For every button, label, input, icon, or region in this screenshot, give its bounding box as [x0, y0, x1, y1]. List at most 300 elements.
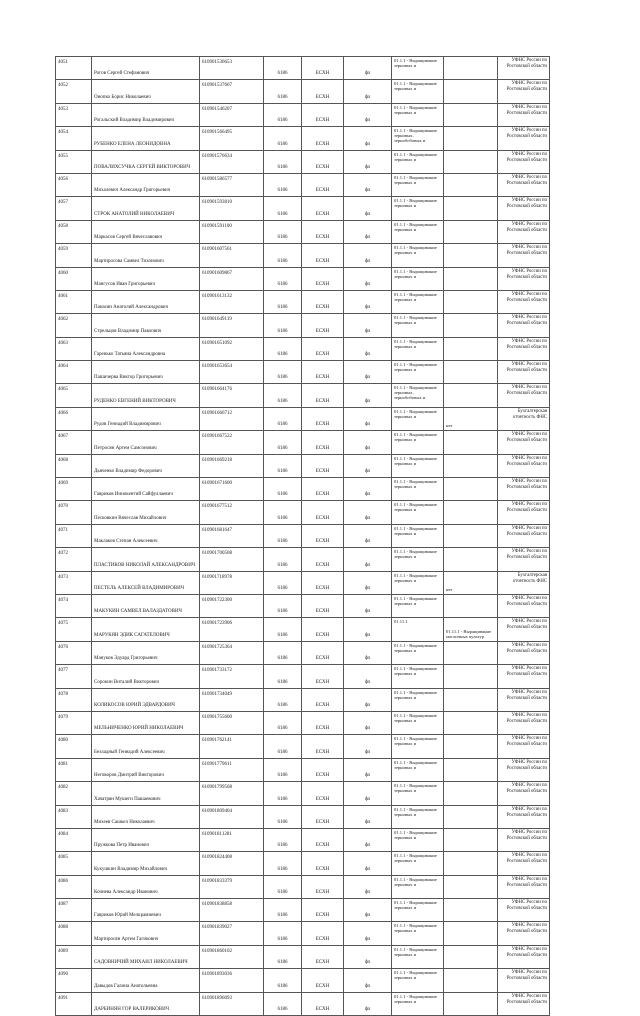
activity-cell: 01.1.1 - Выращивание зерновых и — [392, 828, 444, 851]
entity-type-cell: фл — [344, 758, 392, 781]
authority-cell: УФНС России по Ростовской области — [498, 758, 550, 781]
person-name-cell: СТРОК АНАТОЛИЙ НИКОЛАЕВИЧ — [92, 197, 200, 220]
tax-regime-cell: ЕСХН — [302, 922, 344, 945]
authority-code-cell: 6186 — [264, 922, 302, 945]
activity-cell: 01.1.1 - Выращивание зерновых, зернобобовых и — [392, 384, 444, 407]
tax-id-cell: 610901536653 — [200, 57, 264, 80]
person-name-cell: ПОВАЛИХСУЧКА СЕРГЕЙ ВИКТОРОВИЧ — [92, 150, 200, 173]
activity-cell: 01.1.1 - Выращивание зерновых и — [392, 805, 444, 828]
authority-code-cell: 6186 — [264, 127, 302, 150]
table-row — [56, 173, 550, 196]
extra-note-cell — [444, 431, 498, 454]
authority-cell: УФНС России по Ростовской области — [498, 945, 550, 968]
entity-type-cell: фл — [344, 454, 392, 477]
tax-regime-cell: ЕСХН — [302, 407, 344, 430]
row-number-cell: 4091 — [56, 992, 92, 1015]
entity-type-cell: фл — [344, 384, 392, 407]
person-name-cell: Мангусов Иван Григорьевич — [92, 267, 200, 290]
authority-code-cell: 6186 — [264, 267, 302, 290]
activity-cell: 01.1.1 - Выращивание зерновых и — [392, 548, 444, 571]
person-name-cell: Мануков Эдуард Григорьевич — [92, 641, 200, 664]
person-name-cell: Онопко Борис Николаевич — [92, 80, 200, 103]
activity-cell: 01.1.1 - Выращивание зерновых и — [392, 758, 444, 781]
extra-note-cell: 01.11.1 - Выращивание масличных культур — [444, 618, 498, 641]
row-number-cell: 4053 — [56, 103, 92, 126]
activity-cell: 01.1.1 - Выращивание зерновых и — [392, 665, 444, 688]
extra-note-cell — [444, 361, 498, 384]
authority-cell: УФНС России по Ростовской области — [498, 384, 550, 407]
activity-cell: 01.1.1 - Выращивание зерновых, зернобобовых и — [392, 127, 444, 150]
authority-code-cell: 6186 — [264, 384, 302, 407]
authority-code-cell: 6186 — [264, 758, 302, 781]
row-number-cell: 4064 — [56, 361, 92, 384]
row-number-cell: 4068 — [56, 454, 92, 477]
row-number-cell: 4085 — [56, 852, 92, 875]
authority-code-cell: 6186 — [264, 150, 302, 173]
tax-id-cell: 610901669218 — [200, 454, 264, 477]
entity-type-cell: фл — [344, 478, 392, 501]
extra-note-cell — [444, 478, 498, 501]
extra-note-cell — [444, 688, 498, 711]
extra-note-cell — [444, 899, 498, 922]
extra-note-cell — [444, 80, 498, 103]
tax-id-cell: 610901762141 — [200, 735, 264, 758]
table-row — [56, 571, 550, 594]
activity-cell: 01.1.1 - Выращивание зерновых и — [392, 220, 444, 243]
authority-code-cell: 6186 — [264, 945, 302, 968]
person-name-cell: Мартиросова Самвел Тихонович — [92, 244, 200, 267]
person-name-cell: Гавриков Иннокентий Сайфуллаевич — [92, 478, 200, 501]
activity-cell: 01.1.1 - Выращивание зерновых и — [392, 314, 444, 337]
tax-regime-cell: ЕСХН — [302, 127, 344, 150]
table-row — [56, 852, 550, 875]
person-name-cell: Рогальский Владимир Владимирович — [92, 103, 200, 126]
table-row — [56, 197, 550, 220]
activity-cell: 01.1.1 - Выращивание зерновых и — [392, 524, 444, 547]
entity-type-cell: фл — [344, 197, 392, 220]
person-name-cell: РУБЕНКО ЕЛЕНА ЛЕОНИДОВНА — [92, 127, 200, 150]
entity-type-cell: фл — [344, 945, 392, 968]
authority-cell: УФНС России по Ростовской области — [498, 852, 550, 875]
row-number-cell: 4073 — [56, 571, 92, 594]
extra-note-cell — [444, 173, 498, 196]
table-row — [56, 314, 550, 337]
authority-code-cell: 6186 — [264, 361, 302, 384]
entity-type-cell: фл — [344, 594, 392, 617]
table-row — [56, 244, 550, 267]
tax-id-cell: 610901681647 — [200, 524, 264, 547]
tax-id-cell: 610901593810 — [200, 197, 264, 220]
extra-note-cell — [444, 711, 498, 734]
extra-note-cell — [444, 220, 498, 243]
entity-type-cell: фл — [344, 571, 392, 594]
entity-type-cell: фл — [344, 127, 392, 150]
person-name-cell: САДОВНИЧИЙ МИХАИЛ НИКОЛАЕВИЧ — [92, 945, 200, 968]
row-number-cell: 4077 — [56, 665, 92, 688]
table-body — [56, 57, 550, 1016]
person-name-cell: Рудов Геннадий Владимирович — [92, 407, 200, 430]
activity-cell: 01.1.1 - Выращивание зерновых и — [392, 945, 444, 968]
row-number-cell: 4081 — [56, 758, 92, 781]
tax-regime-cell: ЕСХН — [302, 875, 344, 898]
row-number-cell: 4055 — [56, 150, 92, 173]
tax-regime-cell: ЕСХН — [302, 594, 344, 617]
tax-regime-cell: ЕСХН — [302, 384, 344, 407]
extra-note-cell — [444, 150, 498, 173]
table-row — [56, 290, 550, 313]
row-number-cell: 4067 — [56, 431, 92, 454]
row-number-cell: 4066 — [56, 407, 92, 430]
row-number-cell: 4087 — [56, 899, 92, 922]
authority-cell: УФНС России по Ростовской области — [498, 618, 550, 641]
extra-note-cell — [444, 992, 498, 1015]
tax-id-cell: 610901733172 — [200, 665, 264, 688]
activity-cell: 01.1.1 - Выращивание зерновых и — [392, 922, 444, 945]
tax-regime-cell: ЕСХН — [302, 173, 344, 196]
authority-cell: УФНС России по Ростовской области — [498, 127, 550, 150]
authority-code-cell: 6186 — [264, 782, 302, 805]
entity-type-cell: фл — [344, 361, 392, 384]
entity-type-cell: фл — [344, 688, 392, 711]
person-name-cell: Пашичерва Виктор Григорьевич — [92, 361, 200, 384]
authority-code-cell: 6186 — [264, 337, 302, 360]
extra-note-cell — [444, 197, 498, 220]
tax-regime-cell: ЕСХН — [302, 711, 344, 734]
authority-code-cell: 6186 — [264, 454, 302, 477]
authority-cell: УФНС России по Ростовской области — [498, 641, 550, 664]
row-number-cell: 4086 — [56, 875, 92, 898]
table-row — [56, 127, 550, 150]
entity-type-cell: фл — [344, 735, 392, 758]
authority-code-cell: 6186 — [264, 548, 302, 571]
tax-regime-cell: ЕСХН — [302, 641, 344, 664]
tax-regime-cell: ЕСХН — [302, 852, 344, 875]
tax-regime-cell: ЕСХН — [302, 571, 344, 594]
extra-note-cell: нет — [444, 407, 498, 430]
row-number-cell: 4084 — [56, 828, 92, 851]
table-row — [56, 361, 550, 384]
tax-regime-cell: ЕСХН — [302, 992, 344, 1015]
entity-type-cell: фл — [344, 173, 392, 196]
table-row — [56, 524, 550, 547]
authority-cell: УФНС России по Ростовской области — [498, 501, 550, 524]
row-number-cell: 4089 — [56, 945, 92, 968]
activity-cell: 01.1.1 - Выращивание зерновых и — [392, 173, 444, 196]
activity-cell: 01.1.1 - Выращивание зерновых и — [392, 735, 444, 758]
authority-code-cell: 6186 — [264, 735, 302, 758]
activity-cell: 01.1.1 - Выращивание зерновых и — [392, 197, 444, 220]
person-name-cell: Михеев Сашкел Николаевич — [92, 805, 200, 828]
row-number-cell: 4076 — [56, 641, 92, 664]
tax-id-cell: 610901839027 — [200, 922, 264, 945]
extra-note-cell — [444, 384, 498, 407]
extra-note-cell — [444, 782, 498, 805]
tax-id-cell: 610901896093 — [200, 992, 264, 1015]
extra-note-cell — [444, 875, 498, 898]
authority-cell: УФНС России по Ростовской области — [498, 969, 550, 992]
activity-cell: 01.1.1 - Выращивание зерновых и — [392, 244, 444, 267]
tax-regime-cell: ЕСХН — [302, 290, 344, 313]
authority-cell: УФНС России по Ростовской области — [498, 197, 550, 220]
person-name-cell: Маркасов Сергей Вячеславович — [92, 220, 200, 243]
tax-id-cell: 610901607561 — [200, 244, 264, 267]
tax-regime-cell: ЕСХН — [302, 688, 344, 711]
tax-regime-cell: ЕСХН — [302, 782, 344, 805]
table-row — [56, 594, 550, 617]
authority-cell: УФНС России по Ростовской области — [498, 875, 550, 898]
row-number-cell: 4069 — [56, 478, 92, 501]
entity-type-cell: фл — [344, 337, 392, 360]
tax-regime-cell: ЕСХН — [302, 244, 344, 267]
entity-type-cell: фл — [344, 899, 392, 922]
tax-id-cell: 610901723906 — [200, 618, 264, 641]
row-number-cell: 4058 — [56, 220, 92, 243]
authority-cell: УФНС России по Ростовской области — [498, 80, 550, 103]
person-name-cell: Михалевич Александр Григорьевич — [92, 173, 200, 196]
tax-id-cell: 610901860102 — [200, 945, 264, 968]
authority-code-cell: 6186 — [264, 618, 302, 641]
person-name-cell: КОЛИКОСОВ ЮРИЙ ЭДВАРДОВИЧ — [92, 688, 200, 711]
tax-regime-cell: ЕСХН — [302, 945, 344, 968]
tax-regime-cell: ЕСХН — [302, 969, 344, 992]
entity-type-cell: фл — [344, 407, 392, 430]
table-row — [56, 688, 550, 711]
authority-cell: УФНС России по Ростовской области — [498, 244, 550, 267]
activity-cell: 01.1.1 - Выращивание зерновых и — [392, 454, 444, 477]
tax-id-cell: 610901546207 — [200, 103, 264, 126]
authority-cell: УФНС России по Ростовской области — [498, 361, 550, 384]
person-name-cell: Песковкин Вячеслав Михайлович — [92, 501, 200, 524]
extra-note-cell — [444, 524, 498, 547]
activity-cell: 01.1.1 - Выращивание зерновых и — [392, 711, 444, 734]
extra-note-cell — [444, 852, 498, 875]
tax-regime-cell: ЕСХН — [302, 524, 344, 547]
authority-code-cell: 6186 — [264, 828, 302, 851]
tax-regime-cell: ЕСХН — [302, 899, 344, 922]
authority-cell: УФНС России по Ростовской области — [498, 922, 550, 945]
tax-id-cell: 610901653654 — [200, 361, 264, 384]
authority-code-cell: 6186 — [264, 688, 302, 711]
activity-cell: 01.1.1 - Выращивание зерновых и — [392, 337, 444, 360]
table-row — [56, 805, 550, 828]
tax-regime-cell: ЕСХН — [302, 501, 344, 524]
extra-note-cell — [444, 127, 498, 150]
person-name-cell: Мартиросян Артем Гагикович — [92, 922, 200, 945]
person-name-cell: Панасян Анатолий Александрович — [92, 290, 200, 313]
row-number-cell: 4070 — [56, 501, 92, 524]
entity-type-cell: фл — [344, 665, 392, 688]
tax-id-cell: 610901537667 — [200, 80, 264, 103]
extra-note-cell — [444, 758, 498, 781]
authority-cell: УФНС России по Ростовской области — [498, 103, 550, 126]
authority-code-cell: 6186 — [264, 969, 302, 992]
person-name-cell: МАКУКИН САМВЕЛ ВАЛАЗДАТОВИЧ — [92, 594, 200, 617]
tax-regime-cell: ЕСХН — [302, 548, 344, 571]
table-row — [56, 641, 550, 664]
row-number-cell: 4079 — [56, 711, 92, 734]
row-number-cell: 4054 — [56, 127, 92, 150]
authority-cell: УФНС России по Ростовской области — [498, 290, 550, 313]
entity-type-cell: фл — [344, 969, 392, 992]
table-row — [56, 407, 550, 430]
extra-note-cell — [444, 337, 498, 360]
tax-regime-cell: ЕСХН — [302, 618, 344, 641]
authority-cell: УФНС России по Ростовской области — [498, 57, 550, 80]
row-number-cell: 4072 — [56, 548, 92, 571]
tax-regime-cell: ЕСХН — [302, 431, 344, 454]
row-number-cell: 4061 — [56, 290, 92, 313]
tax-id-cell: 610901722300 — [200, 594, 264, 617]
activity-cell: 01.11.1 — [392, 618, 444, 641]
authority-code-cell: 6186 — [264, 431, 302, 454]
person-name-cell: Петросян Артем Самсонович — [92, 431, 200, 454]
person-name-cell: Сорокин Виталий Викторович — [92, 665, 200, 688]
authority-cell: УФНС России по Ростовской области — [498, 992, 550, 1015]
tax-id-cell: 610901809404 — [200, 805, 264, 828]
authority-code-cell: 6186 — [264, 899, 302, 922]
tax-id-cell: 610901651092 — [200, 337, 264, 360]
authority-cell: УФНС России по Ростовской области — [498, 828, 550, 851]
table-row — [56, 922, 550, 945]
entity-type-cell: фл — [344, 267, 392, 290]
row-number-cell: 4052 — [56, 80, 92, 103]
tax-regime-cell: ЕСХН — [302, 665, 344, 688]
authority-code-cell: 6186 — [264, 244, 302, 267]
extra-note-cell — [444, 103, 498, 126]
activity-cell: 01.1.1 - Выращивание зерновых и — [392, 571, 444, 594]
table-row — [56, 454, 550, 477]
activity-cell: 01.1.1 - Выращивание зерновых и — [392, 290, 444, 313]
person-name-cell: МЕЛЬНИЧЕНКО ЮРИЙ НИКОЛАЕВИЧ — [92, 711, 200, 734]
authority-code-cell: 6186 — [264, 407, 302, 430]
table-row — [56, 665, 550, 688]
authority-code-cell: 6186 — [264, 220, 302, 243]
table-row — [56, 57, 550, 80]
activity-cell: 01.1.1 - Выращивание зерновых и — [392, 103, 444, 126]
activity-cell: 01.1.1 - Выращивание зерновых и — [392, 641, 444, 664]
extra-note-cell — [444, 501, 498, 524]
table-row — [56, 711, 550, 734]
tax-regime-cell: ЕСХН — [302, 337, 344, 360]
tax-id-cell: 610901671600 — [200, 478, 264, 501]
table-row — [56, 969, 550, 992]
person-name-cell: Маклаков Степан Алексеевич — [92, 524, 200, 547]
authority-cell: УФНС России по Ростовской области — [498, 782, 550, 805]
activity-cell: 01.1.1 - Выращивание зерновых и — [392, 407, 444, 430]
entity-type-cell: фл — [344, 805, 392, 828]
row-number-cell: 4090 — [56, 969, 92, 992]
authority-cell: УФНС России по Ростовской области — [498, 314, 550, 337]
row-number-cell: 4074 — [56, 594, 92, 617]
table-row — [56, 735, 550, 758]
extra-note-cell — [444, 290, 498, 313]
tax-regime-cell: ЕСХН — [302, 314, 344, 337]
person-name-cell: Безладный Геннадий Алексеевич — [92, 735, 200, 758]
activity-cell: 01.1.1 - Выращивание зерновых и — [392, 852, 444, 875]
row-number-cell: 4057 — [56, 197, 92, 220]
row-number-cell: 4078 — [56, 688, 92, 711]
person-name-cell: Давыдов Галина Анатольевна — [92, 969, 200, 992]
tax-id-cell: 610901833379 — [200, 875, 264, 898]
table-row — [56, 758, 550, 781]
authority-cell: УФНС России по Ростовской области — [498, 150, 550, 173]
table-row — [56, 103, 550, 126]
row-number-cell: 4075 — [56, 618, 92, 641]
tax-id-cell: 610901718978 — [200, 571, 264, 594]
table-row — [56, 220, 550, 243]
row-number-cell: 4065 — [56, 384, 92, 407]
tax-id-cell: 610901576634 — [200, 150, 264, 173]
entity-type-cell: фл — [344, 244, 392, 267]
activity-cell: 01.1.1 - Выращивание зерновых и — [392, 875, 444, 898]
tax-id-cell: 610901700508 — [200, 548, 264, 571]
table-row — [56, 384, 550, 407]
tax-id-cell: 610901779611 — [200, 758, 264, 781]
entity-type-cell: фл — [344, 103, 392, 126]
entity-type-cell: фл — [344, 524, 392, 547]
entity-type-cell: фл — [344, 150, 392, 173]
activity-cell: 01.1.1 - Выращивание зерновых и — [392, 150, 444, 173]
entity-type-cell: фл — [344, 922, 392, 945]
tax-regime-cell: ЕСХН — [302, 220, 344, 243]
authority-code-cell: 6186 — [264, 665, 302, 688]
tax-id-cell: 610901838858 — [200, 899, 264, 922]
tax-regime-cell: ЕСХН — [302, 150, 344, 173]
table-row — [56, 828, 550, 851]
extra-note-cell — [444, 548, 498, 571]
activity-cell: 01.1.1 - Выращивание зерновых и — [392, 688, 444, 711]
entity-type-cell: фл — [344, 431, 392, 454]
person-name-cell: МАРУКЯН ЭДИК САГАТЕЛОВИЧ — [92, 618, 200, 641]
table-row — [56, 267, 550, 290]
person-name-cell: Хачатрян Мушеги Пашаевович — [92, 782, 200, 805]
entity-type-cell: фл — [344, 711, 392, 734]
extra-note-cell — [444, 244, 498, 267]
table-row — [56, 431, 550, 454]
tax-id-cell: 610901725364 — [200, 641, 264, 664]
authority-code-cell: 6186 — [264, 478, 302, 501]
authority-code-cell: 6186 — [264, 103, 302, 126]
table-row — [56, 899, 550, 922]
authority-cell: УФНС России по Ростовской области — [498, 594, 550, 617]
tax-regime-cell: ЕСХН — [302, 758, 344, 781]
authority-cell: УФНС России по Ростовской области — [498, 805, 550, 828]
table-row — [56, 150, 550, 173]
row-number-cell: 4071 — [56, 524, 92, 547]
activity-cell: 01.1.1 - Выращивание зерновых и — [392, 969, 444, 992]
authority-cell: УФНС России по Ростовской области — [498, 688, 550, 711]
tax-regime-cell: ЕСХН — [302, 454, 344, 477]
row-number-cell: 4082 — [56, 782, 92, 805]
tax-regime-cell: ЕСХН — [302, 267, 344, 290]
authority-code-cell: 6186 — [264, 80, 302, 103]
authority-cell: УФНС России по Ростовской области — [498, 665, 550, 688]
extra-note-cell — [444, 828, 498, 851]
extra-note-cell — [444, 641, 498, 664]
authority-cell: УФНС России по Ростовской области — [498, 711, 550, 734]
entity-type-cell: фл — [344, 314, 392, 337]
tax-id-cell: 610901613132 — [200, 290, 264, 313]
table-row — [56, 782, 550, 805]
extra-note-cell — [444, 922, 498, 945]
table-row — [56, 875, 550, 898]
activity-cell: 01.1.1 - Выращивание зерновых и — [392, 992, 444, 1015]
row-number-cell: 4088 — [56, 922, 92, 945]
tax-regime-cell: ЕСХН — [302, 828, 344, 851]
authority-code-cell: 6186 — [264, 197, 302, 220]
row-number-cell: 4056 — [56, 173, 92, 196]
table-row — [56, 945, 550, 968]
